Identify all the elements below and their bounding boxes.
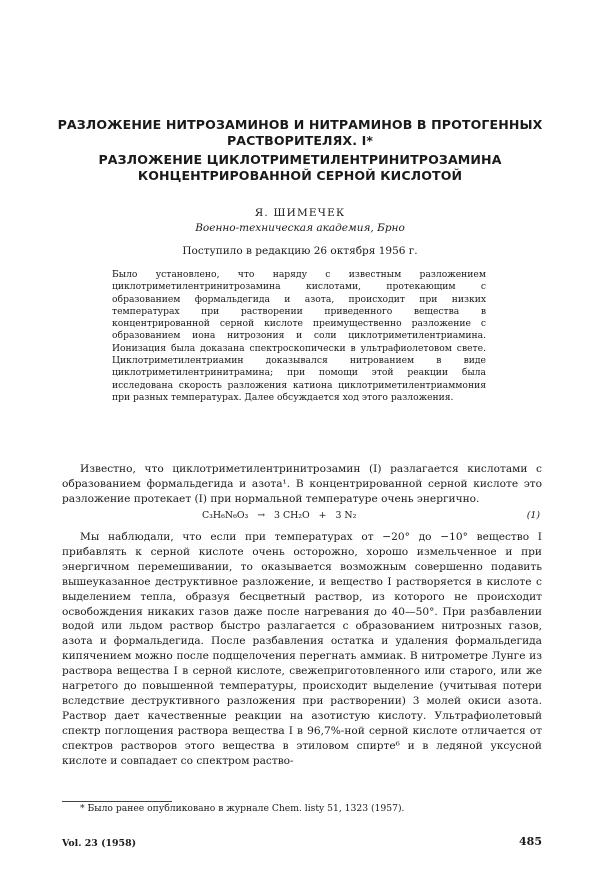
article-title-line: РАЗЛОЖЕНИЕ НИТРОЗАМИНОВ И НИТРАМИНОВ В ПРОТОГЕННЫХ [57, 117, 543, 132]
reaction-equation [62, 510, 542, 524]
author-name: Я. ШИМЕЧЕК [254, 207, 346, 219]
article-title-line: РАСТВОРИТЕЛЯХ. I* [226, 133, 374, 148]
footnote: * Было ранее опубликовано в журнале Chem. listy 51, 1323 (1957). [80, 803, 405, 814]
equation-formula: C₃H₆N₆O₃ → 3 CH₂O + 3 N₂ [202, 510, 357, 521]
abstract: Было установлено, что наряду с известным разложением циклотриметилентринитрозамина кислотами, протекающим с образованием формальдегида и азота, происходит при низких температурах при растворении приведенного вещества в концентрированной серной кислоте преимущественно разложение с образованием иона нитрозония и соли циклотриметилентриамина. Ионизация была доказана спектроскопически в ультрафиолетовом свете. Циклотриметилентриамин доказывался нитрованием в виде циклотриметилентринитрамина; при помощи этой реакции была исследована скорость разложения катиона циклотриметилентриаммония при разных температурах. Далее обсуждается ход этого разложения. [112, 269, 486, 403]
footnote-divider [62, 801, 172, 802]
body-paragraph-1: Известно, что циклотриметилентринитрозамин (I) разлагается кислотами с образованием формальдегида и азота¹. В концентрированной серной кислоте это разложение протекает (I) при нормальной температуре очень энергично. [62, 463, 542, 505]
article-subtitle [40, 152, 560, 184]
article-subtitle-line: КОНЦЕНТРИРОВАННОЙ СЕРНОЙ КИСЛОТОЙ [137, 168, 463, 183]
body-paragraph-2: Мы наблюдали, что если при температурах от −20° до −10° вещество I прибавлять к серной кислоте очень осторожно, хорошо измельченное и при энергичном перемешивании, то оказывается возможным совершенно подавить вышеуказанное деструктивное разложение, и вещество I растворяется в кислоте с выделением тепла, образуя бесцветный раствор, из которого не происходит освобождения никаких газов даже после нагревания до 40—50°. При разбавлении водой или льдом раствор быстро разлагается с образованием нитрозных газов, азота и формальдегида. После разбавления остатка и удаления формальдегида кипячением можно после подщелочения перегнать аммиак. В нитрометре Лунге из раствора вещества I в серной кислоте, свежеприготовленного или старого, или же нагретого до повышенной температуры, происходит выделение (учитывая потери вследствие деструктивного разложения при растворении) 3 молей окиси азота. Раствор дает качественные реакции на азотистую кислоту. Ультрафиолетовый спектр поглощения раствора вещества I в 96,7%-ной серной кислоте отличается от спектров растворов этого вещества в этиловом спирте⁶ и в ледяной уксусной кислоте и совпадает со спектром раство- [62, 531, 542, 767]
article-title [40, 117, 560, 149]
received-date: Поступило в редакцию 26 октября 1956 г. [182, 245, 418, 257]
journal-volume: Vol. 23 (1958) [62, 838, 137, 849]
article-subtitle-line: РАЗЛОЖЕНИЕ ЦИКЛОТРИМЕТИЛЕНТРИНИТРОЗАМИНА [98, 152, 502, 167]
equation-number: (1) [526, 510, 540, 521]
page-number: 485 [519, 835, 542, 848]
author-affiliation: Военно-техническая академия, Брно [195, 222, 405, 234]
